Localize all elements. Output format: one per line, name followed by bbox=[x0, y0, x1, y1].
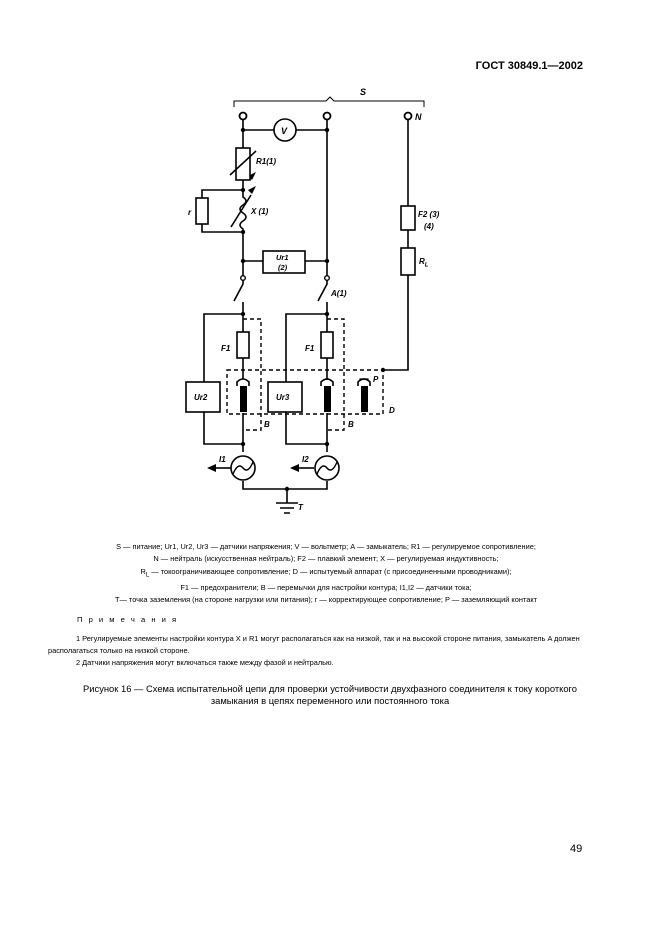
label-B-right: B bbox=[348, 420, 354, 429]
label-RL-sub: L bbox=[424, 262, 429, 269]
label-D: D bbox=[389, 406, 395, 415]
caption-line: Рисунок 16 — Схема испытательной цепи для проверки устойчивости двухфазного соединителя к току короткого bbox=[83, 683, 577, 694]
legend-line: N — нейтраль (искусственная нейтраль); F2 — плавкий элемент; X — регулируемая индуктивность; bbox=[153, 554, 499, 564]
label-B-left: B bbox=[264, 420, 270, 429]
label-Ur1: Ur1 bbox=[276, 253, 289, 262]
label-F2-note: (4) bbox=[424, 222, 434, 231]
label-Ur2: Ur2 bbox=[194, 393, 208, 402]
label-Ur3: Ur3 bbox=[276, 393, 290, 402]
page-number: 49 bbox=[570, 843, 583, 855]
standard-number: ГОСТ 30849.1—2002 bbox=[475, 60, 583, 72]
legend-line: T— точка заземления (на стороне нагрузки или питания); r — корректирующее сопротивление; P — заземляющий контакт bbox=[114, 595, 538, 605]
label-N: N bbox=[415, 112, 422, 122]
legend-line: $R_L$ — токоограничивающее сопротивление; D — испытуемый аппарат (с присоединенными проводниками); bbox=[140, 566, 512, 579]
label-R1: R1(1) bbox=[256, 157, 277, 166]
legend-line: S — питание; Ur1, Ur2, Ur3 — датчики напряжения; V — вольтметр; A — замыкатель; R1 — регулируемое сопротивление; bbox=[116, 542, 536, 551]
figure-caption bbox=[40, 683, 620, 706]
note-2: 2 Датчики напряжения могут включаться также между фазой и нейтралью. bbox=[76, 658, 334, 667]
label-F1-right: F1 bbox=[305, 344, 315, 353]
label-RL: $R_L$ bbox=[419, 257, 429, 269]
note-1: 1 Регулируемые элементы настройки контура X и R1 могут располагаться как на низкой, так и на высокой стороне питания, замыкатель A должен располагаться только на низкой стороне. bbox=[48, 634, 580, 656]
legend-line: F1 — предохранители; B — перемычки для настройки контура; I1,I2 — датчики тока; bbox=[180, 582, 472, 592]
label-F2: F2 (3) bbox=[418, 210, 440, 219]
label-A: A(1) bbox=[331, 289, 347, 298]
notes-title: П р и м е ч а н и я bbox=[77, 615, 179, 624]
caption-line: замыкания в цепях переменного или постоянного тока bbox=[210, 694, 450, 706]
figure-legend bbox=[40, 541, 612, 607]
label-I2: I2 bbox=[302, 455, 309, 464]
label-V: V bbox=[281, 126, 288, 136]
label-X: X (1) bbox=[251, 207, 269, 216]
label-r: r bbox=[188, 208, 192, 217]
label-Ur1-note: (2) bbox=[278, 263, 288, 272]
label-F1-left: F1 bbox=[221, 344, 231, 353]
label-P: P bbox=[373, 375, 379, 384]
label-I1: I1 bbox=[219, 455, 226, 464]
label-T: T bbox=[298, 503, 303, 512]
label-S: S bbox=[360, 87, 367, 97]
